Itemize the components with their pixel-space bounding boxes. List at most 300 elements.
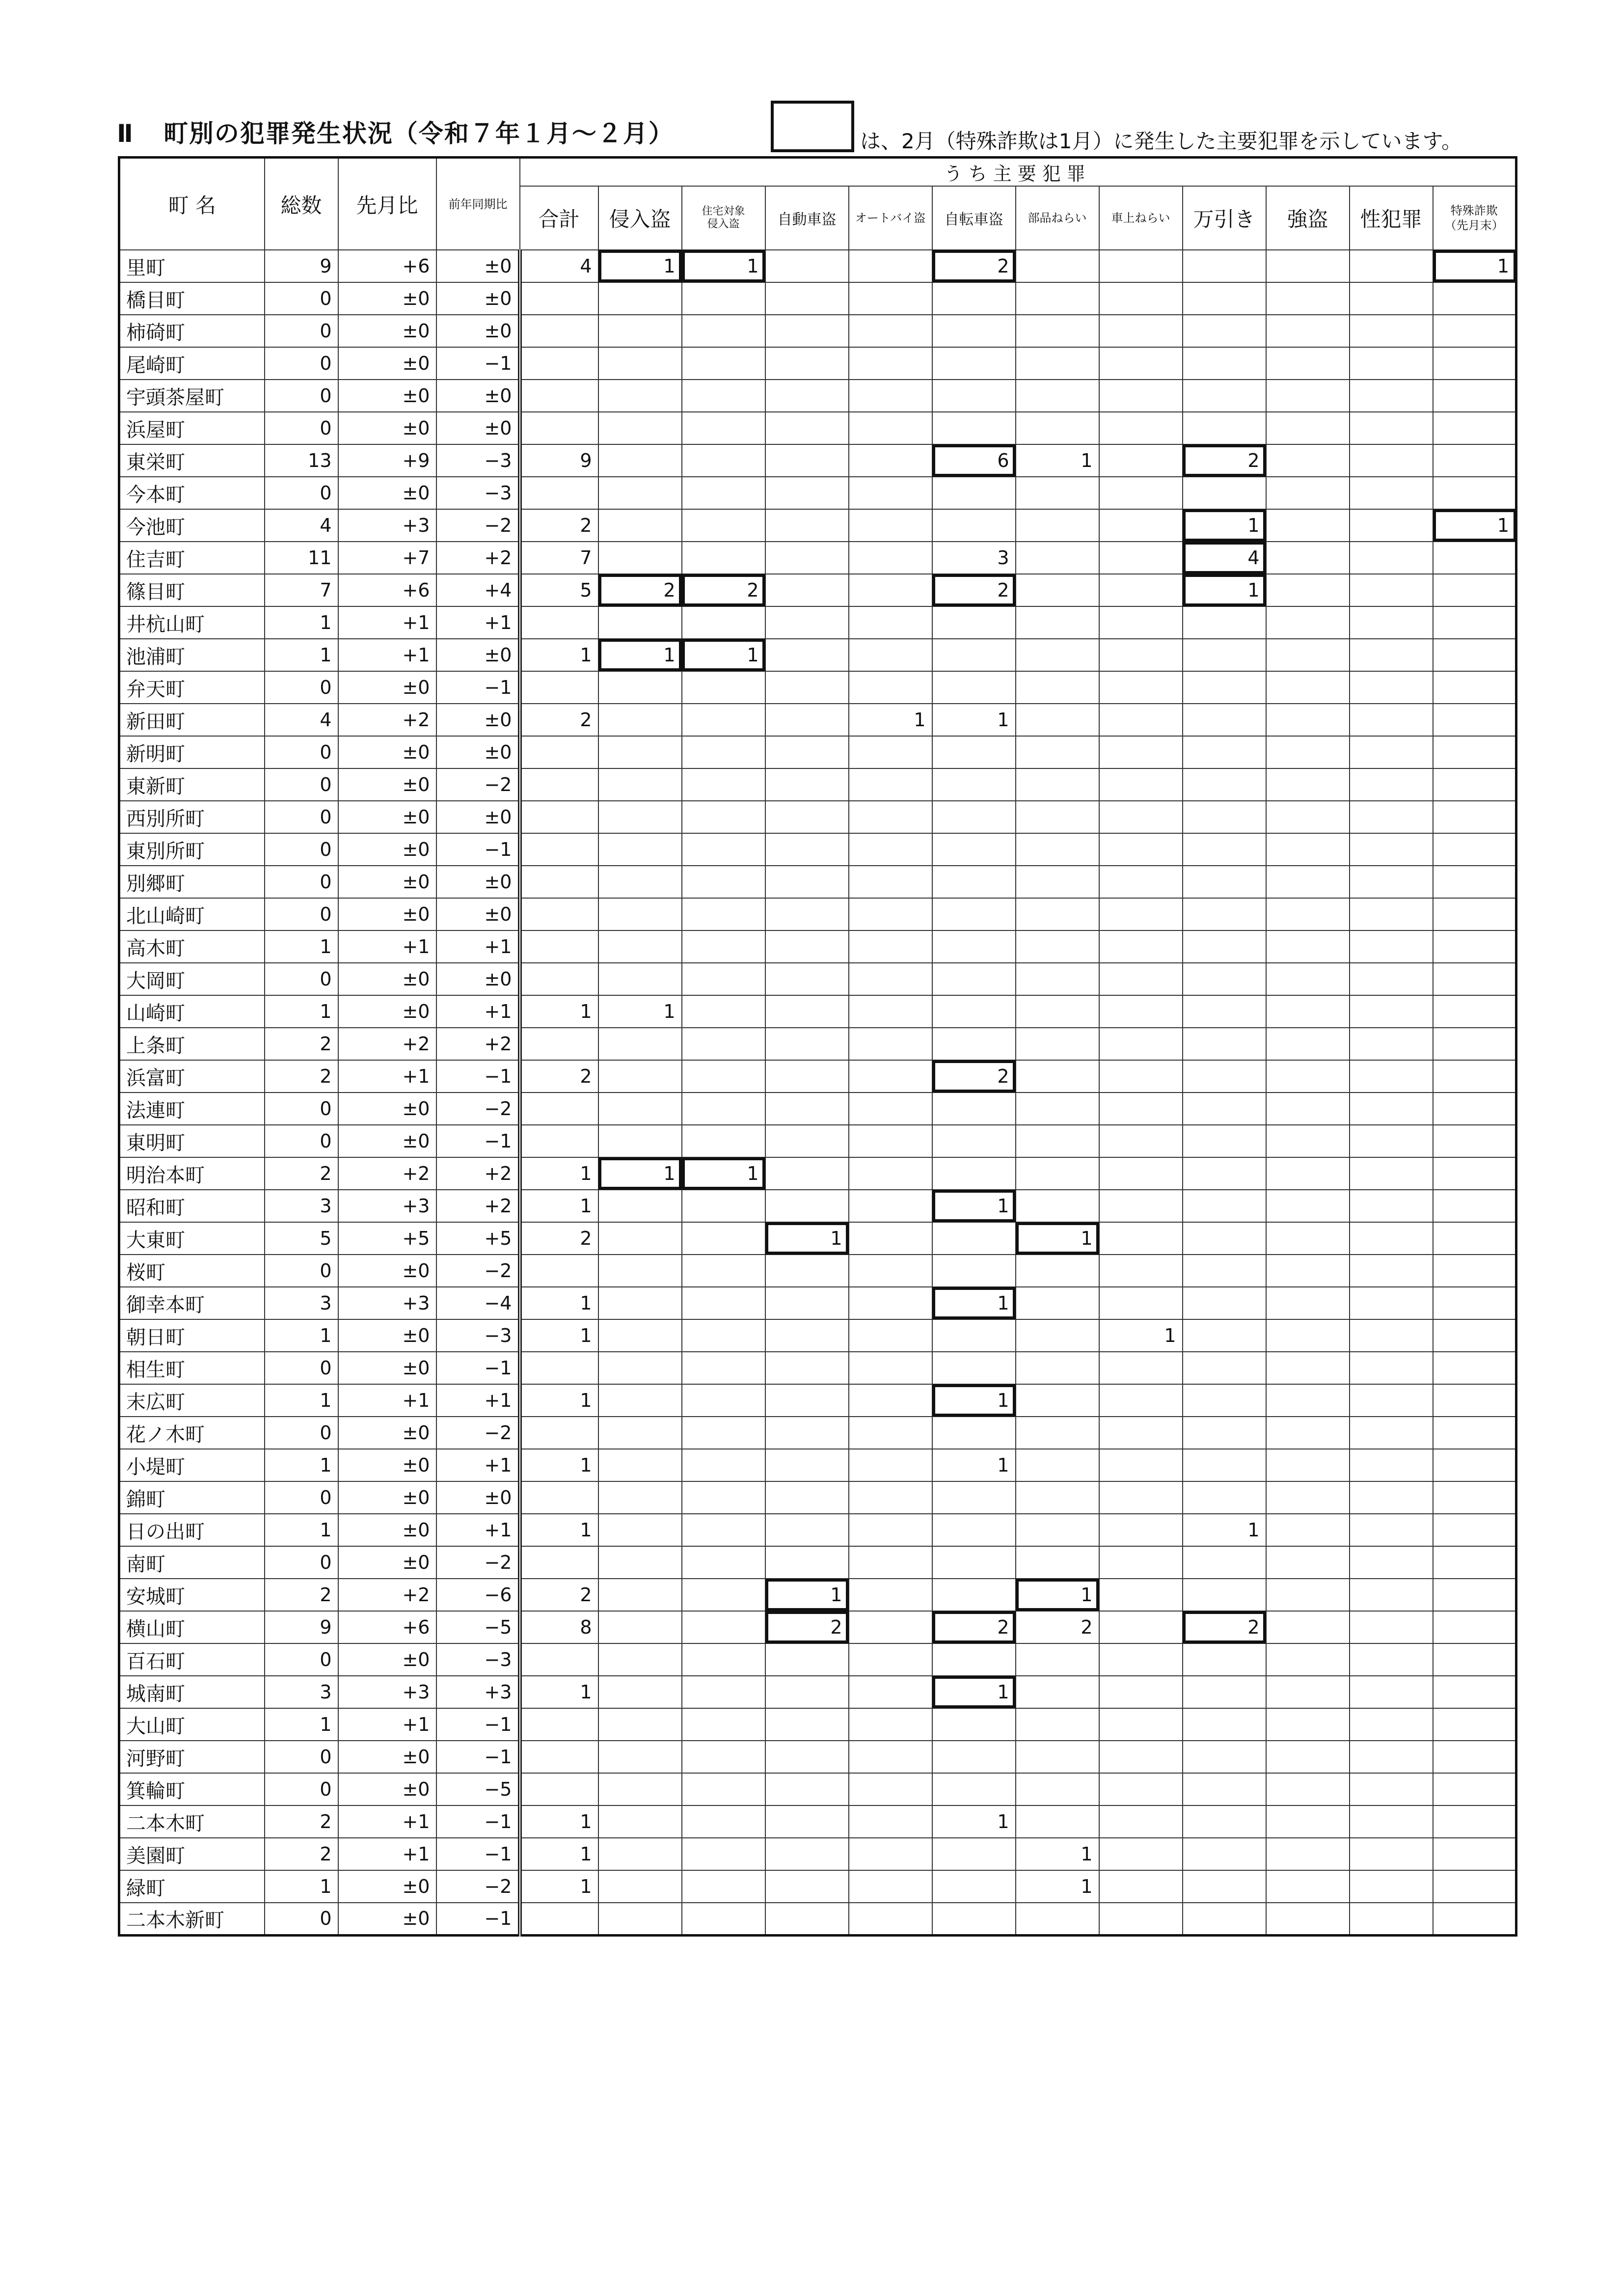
cell-total: 0	[265, 768, 338, 801]
cell-sum	[520, 1773, 598, 1805]
cell-car-theft	[765, 1449, 849, 1481]
cell-house-burglary	[682, 444, 765, 477]
cell-fraud	[1433, 1870, 1516, 1903]
cell-sum: 1	[520, 639, 598, 671]
cell-motorbike-theft	[849, 768, 932, 801]
cell-motorbike-theft	[849, 1546, 932, 1579]
cell-prev-month: ±0	[338, 1093, 436, 1125]
cell-bicycle-theft	[932, 995, 1016, 1028]
cell-fraud	[1433, 380, 1516, 412]
cell-total: 0	[265, 1773, 338, 1805]
cell-burglary	[598, 1222, 682, 1255]
cell-parts-theft	[1016, 768, 1099, 801]
cell-shoplifting	[1183, 1255, 1266, 1287]
cell-car-theft	[765, 380, 849, 412]
table-row	[119, 1093, 1516, 1125]
cell-car-theft	[765, 282, 849, 315]
cell-shoplifting	[1183, 1319, 1266, 1352]
cell-fraud	[1433, 833, 1516, 866]
cell-sum: 1	[520, 1190, 598, 1222]
cell-town: 井杭山町	[119, 606, 265, 639]
cell-sex-crime	[1350, 477, 1433, 509]
cell-shoplifting	[1183, 380, 1266, 412]
cell-car-break-in	[1099, 477, 1183, 509]
cell-robbery	[1266, 704, 1350, 736]
cell-burglary	[598, 1903, 682, 1935]
cell-parts-theft	[1016, 1417, 1099, 1449]
table-row	[119, 1805, 1516, 1838]
cell-burglary	[598, 1028, 682, 1060]
cell-prev-month: ±0	[338, 1741, 436, 1773]
cell-burglary	[598, 477, 682, 509]
cell-house-burglary	[682, 380, 765, 412]
cell-fraud	[1433, 1352, 1516, 1384]
cell-car-break-in	[1099, 639, 1183, 671]
cell-fraud	[1433, 606, 1516, 639]
cell-prev-year: ±0	[436, 1481, 520, 1514]
cell-prev-year: +2	[436, 1028, 520, 1060]
cell-fraud	[1433, 1449, 1516, 1481]
cell-shoplifting	[1183, 1481, 1266, 1514]
cell-car-break-in	[1099, 1708, 1183, 1741]
cell-fraud	[1433, 963, 1516, 995]
cell-prev-month: +2	[338, 1579, 436, 1611]
cell-prev-month: +1	[338, 1805, 436, 1838]
cell-sum: 1	[520, 1514, 598, 1546]
cell-bicycle-theft	[932, 1579, 1016, 1611]
cell-car-break-in	[1099, 1903, 1183, 1935]
cell-house-burglary	[682, 509, 765, 542]
cell-parts-theft	[1016, 1708, 1099, 1741]
cell-parts-theft	[1016, 1352, 1099, 1384]
cell-town: 相生町	[119, 1352, 265, 1384]
cell-parts-theft	[1016, 1676, 1099, 1708]
cell-parts-theft	[1016, 1514, 1099, 1546]
cell-burglary	[598, 1870, 682, 1903]
section-number: Ⅱ	[117, 119, 134, 148]
legend-text: は、2月（特殊詐欺は1月）に発生した主要犯罪を示しています。	[860, 129, 1462, 153]
cell-prev-year: −1	[436, 1805, 520, 1838]
cell-motorbike-theft	[849, 347, 932, 380]
cell-total: 0	[265, 1481, 338, 1514]
cell-bicycle-theft	[932, 1773, 1016, 1805]
cell-prev-year: +2	[436, 542, 520, 574]
cell-burglary	[598, 1125, 682, 1157]
cell-prev-month: ±0	[338, 282, 436, 315]
cell-motorbike-theft	[849, 1255, 932, 1287]
cell-prev-month: +1	[338, 930, 436, 963]
cell-town: 東明町	[119, 1125, 265, 1157]
cell-burglary	[598, 1255, 682, 1287]
cell-fraud	[1433, 1676, 1516, 1708]
cell-parts-theft	[1016, 1903, 1099, 1935]
table-row	[119, 768, 1516, 801]
cell-burglary	[598, 1060, 682, 1093]
cell-shoplifting	[1183, 1449, 1266, 1481]
cell-motorbike-theft	[849, 509, 932, 542]
cell-fraud	[1433, 768, 1516, 801]
cell-sex-crime	[1350, 1741, 1433, 1773]
cell-fraud	[1433, 1805, 1516, 1838]
cell-sex-crime	[1350, 995, 1433, 1028]
cell-house-burglary	[682, 1093, 765, 1125]
cell-robbery	[1266, 1481, 1350, 1514]
cell-prev-year: +5	[436, 1222, 520, 1255]
cell-car-break-in	[1099, 963, 1183, 995]
cell-motorbike-theft	[849, 1676, 932, 1708]
cell-sex-crime	[1350, 347, 1433, 380]
cell-parts-theft	[1016, 282, 1099, 315]
cell-town: 高木町	[119, 930, 265, 963]
cell-prev-year: ±0	[436, 639, 520, 671]
table-row	[119, 1060, 1516, 1093]
cell-total: 1	[265, 1870, 338, 1903]
cell-robbery	[1266, 1514, 1350, 1546]
cell-parts-theft	[1016, 1157, 1099, 1190]
cell-car-break-in	[1099, 995, 1183, 1028]
cell-sex-crime	[1350, 1287, 1433, 1319]
cell-fraud	[1433, 1255, 1516, 1287]
cell-sum	[520, 477, 598, 509]
cell-prev-month: +1	[338, 1838, 436, 1870]
cell-robbery	[1266, 898, 1350, 930]
cell-motorbike-theft	[849, 444, 932, 477]
cell-car-theft	[765, 833, 849, 866]
cell-burglary	[598, 1417, 682, 1449]
cell-shoplifting	[1183, 704, 1266, 736]
cell-bicycle-theft	[932, 963, 1016, 995]
cell-burglary	[598, 1643, 682, 1676]
cell-motorbike-theft	[849, 282, 932, 315]
cell-motorbike-theft	[849, 1417, 932, 1449]
cell-town: 里町	[119, 250, 265, 282]
cell-fraud	[1433, 639, 1516, 671]
cell-car-theft	[765, 930, 849, 963]
cell-total: 0	[265, 671, 338, 704]
table-row	[119, 1255, 1516, 1287]
cell-prev-year: +1	[436, 606, 520, 639]
cell-car-theft	[765, 1384, 849, 1417]
cell-fraud	[1433, 347, 1516, 380]
cell-house-burglary	[682, 671, 765, 704]
cell-motorbike-theft	[849, 1352, 932, 1384]
cell-bicycle-theft	[932, 1125, 1016, 1157]
cell-fraud	[1433, 736, 1516, 768]
cell-motorbike-theft	[849, 315, 932, 347]
cell-town: 百石町	[119, 1643, 265, 1676]
cell-town: 東栄町	[119, 444, 265, 477]
cell-prev-year: −3	[436, 477, 520, 509]
cell-prev-year: +3	[436, 1676, 520, 1708]
cell-bicycle-theft	[932, 930, 1016, 963]
cell-house-burglary	[682, 1579, 765, 1611]
cell-motorbike-theft	[849, 866, 932, 898]
cell-bicycle-theft	[932, 801, 1016, 833]
cell-robbery	[1266, 1417, 1350, 1449]
cell-motorbike-theft	[849, 1125, 932, 1157]
cell-sum: 2	[520, 1060, 598, 1093]
cell-town: 桜町	[119, 1255, 265, 1287]
cell-sex-crime	[1350, 1805, 1433, 1838]
cell-fraud	[1433, 995, 1516, 1028]
cell-parts-theft: 1	[1016, 1222, 1099, 1255]
cell-parts-theft	[1016, 1741, 1099, 1773]
cell-total: 0	[265, 380, 338, 412]
cell-prev-year: −2	[436, 1093, 520, 1125]
cell-bicycle-theft	[932, 1838, 1016, 1870]
cell-prev-month: ±0	[338, 1319, 436, 1352]
cell-prev-month: ±0	[338, 898, 436, 930]
cell-fraud	[1433, 1903, 1516, 1935]
cell-burglary	[598, 509, 682, 542]
cell-motorbike-theft	[849, 963, 932, 995]
cell-car-break-in	[1099, 1060, 1183, 1093]
cell-motorbike-theft	[849, 574, 932, 606]
cell-robbery	[1266, 768, 1350, 801]
cell-shoplifting	[1183, 1190, 1266, 1222]
cell-town: 明治本町	[119, 1157, 265, 1190]
cell-car-break-in	[1099, 1741, 1183, 1773]
cell-motorbike-theft	[849, 1838, 932, 1870]
header-prev-year: 前年同期比	[436, 158, 520, 250]
cell-total: 9	[265, 250, 338, 282]
cell-total: 5	[265, 1222, 338, 1255]
cell-burglary	[598, 380, 682, 412]
cell-town: 東新町	[119, 768, 265, 801]
cell-sum: 1	[520, 1449, 598, 1481]
cell-fraud	[1433, 574, 1516, 606]
cell-motorbike-theft	[849, 1643, 932, 1676]
cell-motorbike-theft	[849, 1093, 932, 1125]
cell-car-theft	[765, 1125, 849, 1157]
cell-bicycle-theft	[932, 1417, 1016, 1449]
cell-total: 1	[265, 639, 338, 671]
cell-prev-month: ±0	[338, 1481, 436, 1514]
cell-parts-theft	[1016, 250, 1099, 282]
cell-house-burglary	[682, 1449, 765, 1481]
cell-burglary	[598, 898, 682, 930]
cell-total: 0	[265, 1417, 338, 1449]
cell-total: 3	[265, 1190, 338, 1222]
cell-shoplifting	[1183, 1773, 1266, 1805]
cell-total: 0	[265, 315, 338, 347]
cell-total: 1	[265, 1319, 338, 1352]
cell-robbery	[1266, 801, 1350, 833]
cell-shoplifting	[1183, 1741, 1266, 1773]
cell-motorbike-theft	[849, 606, 932, 639]
cell-sum: 1	[520, 1384, 598, 1417]
cell-prev-month: ±0	[338, 736, 436, 768]
cell-prev-year: −3	[436, 1319, 520, 1352]
cell-bicycle-theft: 2	[932, 1611, 1016, 1643]
cell-robbery	[1266, 995, 1350, 1028]
cell-car-break-in	[1099, 380, 1183, 412]
cell-robbery	[1266, 1125, 1350, 1157]
cell-town: 法連町	[119, 1093, 265, 1125]
cell-robbery	[1266, 509, 1350, 542]
cell-prev-year: −5	[436, 1773, 520, 1805]
cell-car-break-in	[1099, 1579, 1183, 1611]
cell-total: 7	[265, 574, 338, 606]
cell-car-break-in	[1099, 671, 1183, 704]
cell-town: 河野町	[119, 1741, 265, 1773]
cell-house-burglary	[682, 1741, 765, 1773]
cell-fraud	[1433, 1125, 1516, 1157]
header-house-burglary-line1: 住宅対象	[702, 205, 745, 218]
cell-house-burglary: 1	[682, 250, 765, 282]
cell-car-break-in	[1099, 930, 1183, 963]
cell-town: 末広町	[119, 1384, 265, 1417]
cell-shoplifting	[1183, 930, 1266, 963]
cell-sex-crime	[1350, 639, 1433, 671]
cell-car-theft	[765, 477, 849, 509]
cell-prev-month: ±0	[338, 380, 436, 412]
cell-car-theft	[765, 1676, 849, 1708]
cell-parts-theft	[1016, 542, 1099, 574]
cell-prev-month: +9	[338, 444, 436, 477]
cell-car-theft	[765, 801, 849, 833]
cell-shoplifting	[1183, 412, 1266, 444]
cell-robbery	[1266, 1028, 1350, 1060]
cell-burglary	[598, 1384, 682, 1417]
cell-parts-theft	[1016, 866, 1099, 898]
cell-sum: 1	[520, 1319, 598, 1352]
header-fraud-line2: （先月末）	[1444, 219, 1504, 232]
table-row	[119, 963, 1516, 995]
table-row	[119, 542, 1516, 574]
cell-fraud	[1433, 1643, 1516, 1676]
cell-sum	[520, 282, 598, 315]
cell-prev-month: ±0	[338, 833, 436, 866]
cell-sex-crime	[1350, 1190, 1433, 1222]
cell-bicycle-theft	[932, 347, 1016, 380]
table-row	[119, 898, 1516, 930]
cell-prev-month: +1	[338, 1384, 436, 1417]
cell-sum	[520, 671, 598, 704]
cell-motorbike-theft: 1	[849, 704, 932, 736]
table-row	[119, 250, 1516, 282]
cell-sum	[520, 1417, 598, 1449]
table-row	[119, 412, 1516, 444]
cell-burglary	[598, 282, 682, 315]
header-motorbike-theft: オートバイ盗	[849, 186, 932, 250]
cell-motorbike-theft	[849, 1287, 932, 1319]
cell-car-theft	[765, 1643, 849, 1676]
cell-bicycle-theft: 2	[932, 250, 1016, 282]
cell-town: 別郷町	[119, 866, 265, 898]
cell-prev-year: −3	[436, 1643, 520, 1676]
cell-house-burglary	[682, 1903, 765, 1935]
cell-house-burglary	[682, 1838, 765, 1870]
cell-robbery	[1266, 671, 1350, 704]
cell-shoplifting	[1183, 833, 1266, 866]
cell-burglary	[598, 1481, 682, 1514]
table-row	[119, 736, 1516, 768]
cell-robbery	[1266, 866, 1350, 898]
cell-fraud	[1433, 1708, 1516, 1741]
cell-sex-crime	[1350, 963, 1433, 995]
cell-house-burglary	[682, 1676, 765, 1708]
cell-prev-year: −4	[436, 1287, 520, 1319]
cell-house-burglary: 2	[682, 574, 765, 606]
cell-prev-year: ±0	[436, 250, 520, 282]
cell-shoplifting: 1	[1183, 1514, 1266, 1546]
cell-prev-month: ±0	[338, 1255, 436, 1287]
cell-shoplifting	[1183, 801, 1266, 833]
cell-car-theft	[765, 1287, 849, 1319]
cell-sex-crime	[1350, 412, 1433, 444]
cell-parts-theft	[1016, 1643, 1099, 1676]
cell-bicycle-theft: 1	[932, 1449, 1016, 1481]
cell-total: 1	[265, 930, 338, 963]
cell-town: 小堤町	[119, 1449, 265, 1481]
cell-car-theft	[765, 1870, 849, 1903]
cell-house-burglary	[682, 736, 765, 768]
cell-motorbike-theft	[849, 930, 932, 963]
cell-robbery	[1266, 606, 1350, 639]
cell-prev-year: +1	[436, 1384, 520, 1417]
cell-prev-month: ±0	[338, 1514, 436, 1546]
cell-total: 0	[265, 347, 338, 380]
cell-town: 花ノ木町	[119, 1417, 265, 1449]
cell-fraud	[1433, 1190, 1516, 1222]
header-house-burglary	[682, 186, 765, 250]
cell-prev-year: −1	[436, 1903, 520, 1935]
cell-sum: 2	[520, 1222, 598, 1255]
cell-prev-year: −1	[436, 1708, 520, 1741]
cell-house-burglary	[682, 1352, 765, 1384]
cell-car-theft	[765, 1741, 849, 1773]
cell-shoplifting	[1183, 671, 1266, 704]
cell-town: 新明町	[119, 736, 265, 768]
cell-car-break-in	[1099, 768, 1183, 801]
cell-house-burglary	[682, 1125, 765, 1157]
cell-total: 4	[265, 509, 338, 542]
cell-motorbike-theft	[849, 1514, 932, 1546]
cell-robbery	[1266, 1805, 1350, 1838]
cell-motorbike-theft	[849, 1157, 932, 1190]
cell-fraud	[1433, 542, 1516, 574]
cell-bicycle-theft	[932, 1222, 1016, 1255]
cell-town: 大東町	[119, 1222, 265, 1255]
cell-car-break-in	[1099, 704, 1183, 736]
cell-house-burglary	[682, 1417, 765, 1449]
table-row	[119, 315, 1516, 347]
cell-burglary	[598, 1741, 682, 1773]
cell-parts-theft	[1016, 509, 1099, 542]
cell-house-burglary	[682, 1222, 765, 1255]
cell-shoplifting: 1	[1183, 509, 1266, 542]
cell-prev-year: −1	[436, 1125, 520, 1157]
cell-sex-crime	[1350, 833, 1433, 866]
cell-sex-crime	[1350, 704, 1433, 736]
cell-fraud	[1433, 1838, 1516, 1870]
cell-prev-month: +6	[338, 574, 436, 606]
cell-car-break-in	[1099, 347, 1183, 380]
cell-prev-month: ±0	[338, 1125, 436, 1157]
cell-sex-crime	[1350, 250, 1433, 282]
header-parts-theft: 部品ねらい	[1016, 186, 1099, 250]
cell-shoplifting: 1	[1183, 574, 1266, 606]
cell-burglary	[598, 1352, 682, 1384]
table-row	[119, 995, 1516, 1028]
cell-shoplifting	[1183, 1028, 1266, 1060]
cell-sum	[520, 736, 598, 768]
cell-prev-year: −3	[436, 444, 520, 477]
cell-total: 0	[265, 898, 338, 930]
cell-sum: 2	[520, 704, 598, 736]
cell-total: 0	[265, 833, 338, 866]
